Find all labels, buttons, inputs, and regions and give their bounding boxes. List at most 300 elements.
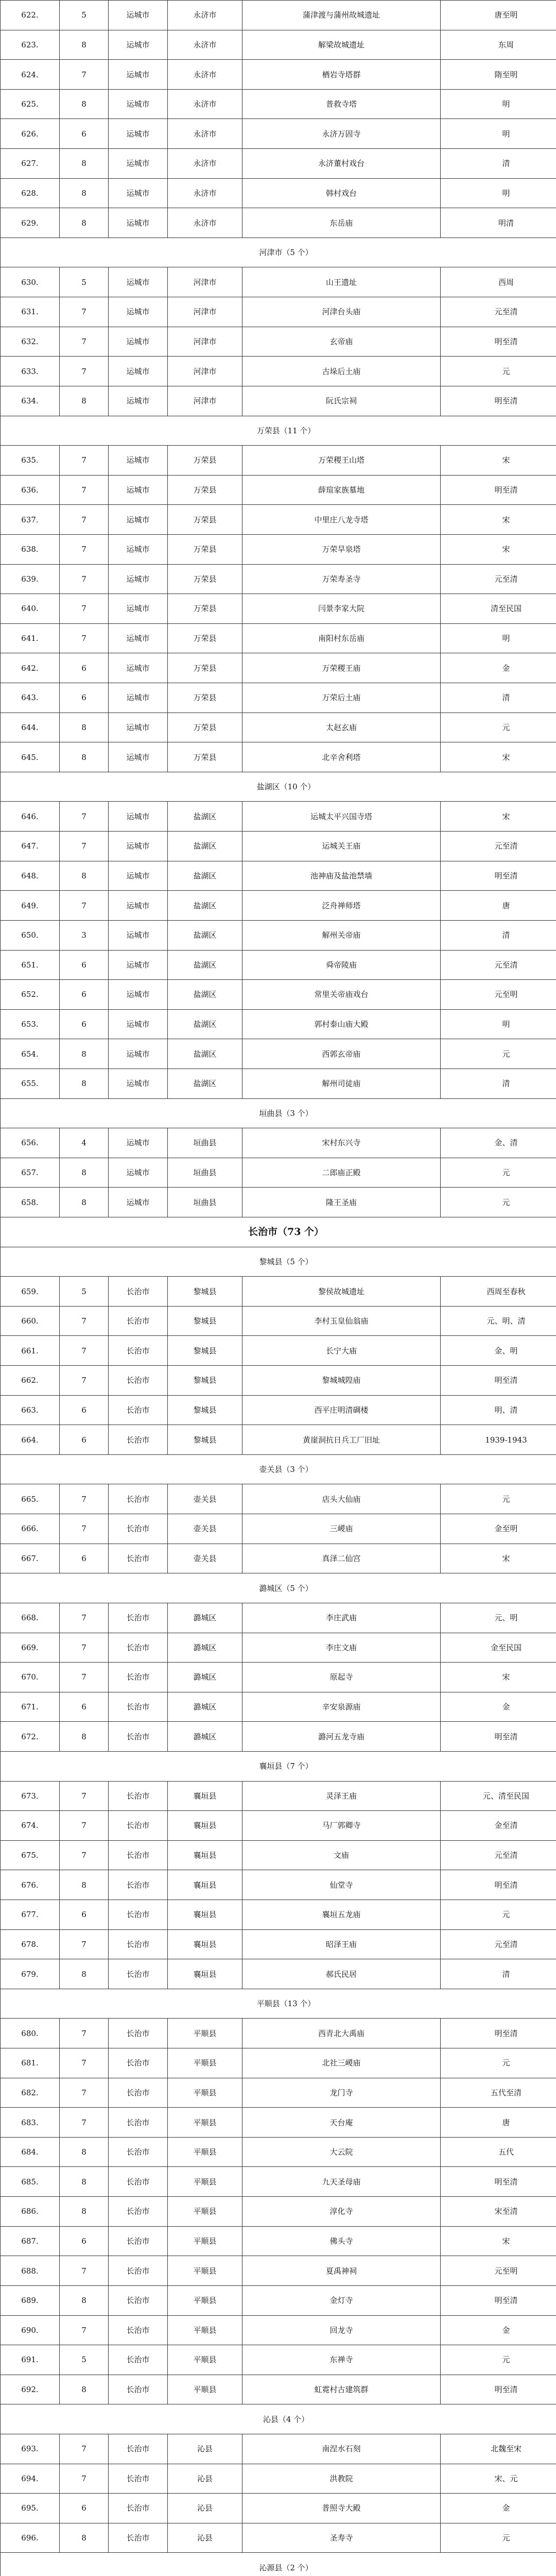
- site-name: 山王遗址: [242, 267, 441, 297]
- era-text: 清: [441, 683, 556, 713]
- era-text: 金至清: [441, 1811, 556, 1841]
- site-name: 李庄文庙: [242, 1633, 441, 1663]
- site-name: 中里庄八龙寺塔: [242, 505, 441, 535]
- county-name: 万荣县: [168, 742, 242, 772]
- era-text: 明清: [441, 208, 556, 238]
- era-text: 1939-1943: [441, 1425, 556, 1455]
- city-name: 长治市: [109, 2197, 168, 2227]
- section-header-row: [1, 2553, 556, 2576]
- section-header: 平顺县（13 个）: [1, 1989, 556, 2019]
- city-name: 运城市: [109, 623, 168, 653]
- county-name: 襄垣县: [168, 1959, 242, 1989]
- city-name: 长治市: [109, 1277, 168, 1307]
- city-name: 运城市: [109, 594, 168, 624]
- era-text: 明、清: [441, 1395, 556, 1425]
- table-row: [1, 1395, 556, 1425]
- county-name: 沁县: [168, 2494, 242, 2523]
- county-name: 襄垣县: [168, 1870, 242, 1900]
- row-number: 629.: [1, 208, 60, 238]
- era-text: 金、清: [441, 1128, 556, 1158]
- batch-number: 7: [60, 802, 109, 832]
- section-header-row: [1, 1454, 556, 1484]
- era-text: 元、明: [441, 1603, 556, 1633]
- county-name: 盐湖区: [168, 802, 242, 832]
- row-number: 672.: [1, 1722, 60, 1752]
- batch-number: 7: [60, 1781, 109, 1811]
- site-name: 南涅水石刻: [242, 2434, 441, 2464]
- batch-number: 6: [60, 1425, 109, 1455]
- batch-number: 7: [60, 1929, 109, 1959]
- row-number: 665.: [1, 1484, 60, 1514]
- county-name: 永济市: [168, 149, 242, 179]
- era-text: 清: [441, 1069, 556, 1098]
- site-name: 马厂郭卿寺: [242, 1811, 441, 1841]
- batch-number: 7: [60, 1336, 109, 1366]
- batch-number: 7: [60, 2256, 109, 2286]
- county-name: 平顺县: [168, 2167, 242, 2197]
- era-text: 隋至明: [441, 60, 556, 90]
- section-header-row: [1, 1098, 556, 1128]
- county-name: 盐湖区: [168, 1039, 242, 1069]
- era-text: 金: [441, 1692, 556, 1722]
- table-row: [1, 742, 556, 772]
- era-text: 唐: [441, 2108, 556, 2138]
- row-number: 674.: [1, 1811, 60, 1841]
- row-number: 649.: [1, 891, 60, 921]
- row-number: 670.: [1, 1663, 60, 1692]
- city-name: 运城市: [109, 891, 168, 921]
- county-name: 沁县: [168, 2434, 242, 2464]
- batch-number: 7: [60, 1663, 109, 1692]
- city-name: 长治市: [109, 1544, 168, 1573]
- batch-number: 8: [60, 1870, 109, 1900]
- row-number: 690.: [1, 2315, 60, 2345]
- row-number: 669.: [1, 1633, 60, 1663]
- era-text: 元: [441, 1900, 556, 1930]
- county-name: 黎城县: [168, 1425, 242, 1455]
- city-name: 运城市: [109, 1, 168, 30]
- section-header-row: [1, 772, 556, 802]
- row-number: 688.: [1, 2256, 60, 2286]
- city-name: 运城市: [109, 980, 168, 1010]
- batch-number: 7: [60, 1633, 109, 1663]
- city-name: 长治市: [109, 2464, 168, 2494]
- site-name: 二郎庙正殿: [242, 1158, 441, 1188]
- city-name: 长治市: [109, 1929, 168, 1959]
- site-name: 三嵕庙: [242, 1514, 441, 1544]
- city-name: 长治市: [109, 2078, 168, 2108]
- county-name: 襄垣县: [168, 1900, 242, 1930]
- batch-number: 8: [60, 2167, 109, 2197]
- table-row: [1, 2285, 556, 2315]
- batch-number: 7: [60, 2108, 109, 2138]
- table-row: [1, 1336, 556, 1366]
- table-row: [1, 297, 556, 327]
- row-number: 624.: [1, 60, 60, 90]
- county-name: 潞城区: [168, 1692, 242, 1722]
- era-text: 明至清: [441, 1722, 556, 1752]
- batch-number: 5: [60, 267, 109, 297]
- city-name: 运城市: [109, 861, 168, 891]
- era-text: 唐: [441, 891, 556, 921]
- city-name: 长治市: [109, 2523, 168, 2553]
- batch-number: 7: [60, 357, 109, 386]
- table-body: [1, 1, 556, 2576]
- row-number: 685.: [1, 2167, 60, 2197]
- row-number: 676.: [1, 1870, 60, 1900]
- row-number: 658.: [1, 1188, 60, 1217]
- row-number: 666.: [1, 1514, 60, 1544]
- row-number: 634.: [1, 386, 60, 416]
- era-text: 明至清: [441, 861, 556, 891]
- era-text: 明至清: [441, 1366, 556, 1396]
- era-text: 金至明: [441, 1514, 556, 1544]
- city-name: 运城市: [109, 475, 168, 505]
- table-row: [1, 2137, 556, 2167]
- era-text: 明至清: [441, 2167, 556, 2197]
- table-row: [1, 208, 556, 238]
- site-name: 佛头寺: [242, 2226, 441, 2256]
- city-name: 运城市: [109, 742, 168, 772]
- site-name: 李庄武庙: [242, 1603, 441, 1633]
- row-number: 652.: [1, 980, 60, 1010]
- table-row: [1, 653, 556, 683]
- row-number: 636.: [1, 475, 60, 505]
- row-number: 651.: [1, 950, 60, 980]
- city-name: 长治市: [109, 1603, 168, 1633]
- site-name: 万荣稷王山塔: [242, 446, 441, 476]
- county-name: 平顺县: [168, 2137, 242, 2167]
- era-text: 宋: [441, 1544, 556, 1573]
- table-row: [1, 534, 556, 564]
- county-name: 永济市: [168, 208, 242, 238]
- row-number: 642.: [1, 653, 60, 683]
- batch-number: 3: [60, 920, 109, 950]
- site-name: 宋村东兴寺: [242, 1128, 441, 1158]
- row-number: 632.: [1, 327, 60, 357]
- site-name: 普救寺塔: [242, 89, 441, 119]
- county-name: 万荣县: [168, 653, 242, 683]
- table-row: [1, 861, 556, 891]
- site-name: 长宁大庙: [242, 1336, 441, 1366]
- city-name: 长治市: [109, 2019, 168, 2048]
- table-row: [1, 327, 556, 357]
- row-number: 660.: [1, 1306, 60, 1336]
- era-text: 北魏至宋: [441, 2434, 556, 2464]
- row-number: 663.: [1, 1395, 60, 1425]
- site-name: 圣寿寺: [242, 2523, 441, 2553]
- county-name: 永济市: [168, 30, 242, 60]
- batch-number: 8: [60, 89, 109, 119]
- site-name: 闫景李家大院: [242, 594, 441, 624]
- row-number: 671.: [1, 1692, 60, 1722]
- site-name: 南阳村东岳庙: [242, 623, 441, 653]
- county-name: 盐湖区: [168, 1069, 242, 1098]
- row-number: 630.: [1, 267, 60, 297]
- batch-number: 7: [60, 891, 109, 921]
- batch-number: 8: [60, 742, 109, 772]
- site-name: 隆王圣庙: [242, 1188, 441, 1217]
- site-name: 真泽二仙宫: [242, 1544, 441, 1573]
- row-number: 645.: [1, 742, 60, 772]
- row-number: 644.: [1, 713, 60, 742]
- county-name: 河津市: [168, 267, 242, 297]
- batch-number: 7: [60, 1603, 109, 1633]
- row-number: 637.: [1, 505, 60, 535]
- county-name: 沁县: [168, 2523, 242, 2553]
- batch-number: 8: [60, 1722, 109, 1752]
- city-name: 长治市: [109, 2256, 168, 2286]
- county-name: 平顺县: [168, 2108, 242, 2138]
- city-name: 运城市: [109, 60, 168, 90]
- batch-number: 8: [60, 2523, 109, 2553]
- row-number: 641.: [1, 623, 60, 653]
- era-text: 元至清: [441, 1929, 556, 1959]
- batch-number: 8: [60, 1959, 109, 1989]
- site-name: 淳化寺: [242, 2197, 441, 2227]
- era-text: 宋: [441, 742, 556, 772]
- section-header: 沁源县（2 个）: [1, 2553, 556, 2576]
- city-name: 长治市: [109, 1663, 168, 1692]
- era-text: 元: [441, 2048, 556, 2078]
- row-number: 657.: [1, 1158, 60, 1188]
- city-name: 长治市: [109, 1336, 168, 1366]
- site-name: 北社三嵕庙: [242, 2048, 441, 2078]
- row-number: 628.: [1, 178, 60, 208]
- city-name: 长治市: [109, 1484, 168, 1514]
- row-number: 623.: [1, 30, 60, 60]
- batch-number: 7: [60, 446, 109, 476]
- table-row: [1, 1277, 556, 1307]
- era-text: 金: [441, 2315, 556, 2345]
- county-name: 平顺县: [168, 2315, 242, 2345]
- city-name: 长治市: [109, 1366, 168, 1396]
- row-number: 656.: [1, 1128, 60, 1158]
- city-name: 长治市: [109, 2285, 168, 2315]
- city-name: 长治市: [109, 1870, 168, 1900]
- batch-number: 7: [60, 60, 109, 90]
- table-row: [1, 1692, 556, 1722]
- county-name: 壶关县: [168, 1484, 242, 1514]
- county-name: 垣曲县: [168, 1188, 242, 1217]
- city-name: 运城市: [109, 832, 168, 861]
- county-name: 河津市: [168, 297, 242, 327]
- site-name: 玄帝庙: [242, 327, 441, 357]
- county-name: 黎城县: [168, 1306, 242, 1336]
- table-row: [1, 357, 556, 386]
- site-name: 永济董村戏台: [242, 149, 441, 179]
- city-name: 长治市: [109, 2494, 168, 2523]
- city-name: 运城市: [109, 208, 168, 238]
- county-name: 河津市: [168, 327, 242, 357]
- county-name: 盐湖区: [168, 832, 242, 861]
- county-name: 平顺县: [168, 2197, 242, 2227]
- table-row: [1, 505, 556, 535]
- county-name: 盐湖区: [168, 891, 242, 921]
- era-text: 元、清至民国: [441, 1781, 556, 1811]
- county-name: 平顺县: [168, 2078, 242, 2108]
- site-name: 薛瑄家族墓地: [242, 475, 441, 505]
- row-number: 675.: [1, 1840, 60, 1870]
- county-name: 万荣县: [168, 594, 242, 624]
- era-text: 清至民国: [441, 594, 556, 624]
- city-name: 长治市: [109, 1840, 168, 1870]
- table-row: [1, 2315, 556, 2345]
- county-name: 平顺县: [168, 2048, 242, 2078]
- county-name: 垣曲县: [168, 1158, 242, 1188]
- row-number: 683.: [1, 2108, 60, 2138]
- table-row: [1, 1069, 556, 1098]
- row-number: 646.: [1, 802, 60, 832]
- row-number: 648.: [1, 861, 60, 891]
- table-row: [1, 2494, 556, 2523]
- era-text: 金、明: [441, 1336, 556, 1366]
- county-name: 潞城区: [168, 1603, 242, 1633]
- county-name: 万荣县: [168, 505, 242, 535]
- city-name: 长治市: [109, 1781, 168, 1811]
- table-row: [1, 594, 556, 624]
- row-number: 638.: [1, 534, 60, 564]
- era-text: 东周: [441, 30, 556, 60]
- row-number: 679.: [1, 1959, 60, 1989]
- era-text: 西周: [441, 267, 556, 297]
- city-name: 长治市: [109, 1306, 168, 1336]
- table-row: [1, 2078, 556, 2108]
- era-text: 清: [441, 1959, 556, 1989]
- era-text: 西周至春秋: [441, 1277, 556, 1307]
- era-text: 明: [441, 178, 556, 208]
- era-text: 元: [441, 2523, 556, 2553]
- city-name: 运城市: [109, 534, 168, 564]
- section-header: 襄垣县（7 个）: [1, 1751, 556, 1781]
- county-name: 万荣县: [168, 623, 242, 653]
- batch-number: 7: [60, 327, 109, 357]
- era-text: 元、明、清: [441, 1306, 556, 1336]
- city-name: 运城市: [109, 564, 168, 594]
- table-row: [1, 30, 556, 60]
- section-header: 壶关县（3 个）: [1, 1454, 556, 1484]
- site-name: 运城关王庙: [242, 832, 441, 861]
- city-name: 长治市: [109, 2137, 168, 2167]
- city-name: 长治市: [109, 2345, 168, 2375]
- city-name: 长治市: [109, 2375, 168, 2404]
- table-row: [1, 2226, 556, 2256]
- era-text: 元: [441, 357, 556, 386]
- table-row: [1, 89, 556, 119]
- batch-number: 8: [60, 1188, 109, 1217]
- county-name: 壶关县: [168, 1514, 242, 1544]
- row-number: 631.: [1, 297, 60, 327]
- batch-number: 8: [60, 2375, 109, 2404]
- row-number: 639.: [1, 564, 60, 594]
- batch-number: 7: [60, 1514, 109, 1544]
- city-name: 运城市: [109, 1128, 168, 1158]
- site-name: 金灯寺: [242, 2285, 441, 2315]
- batch-number: 7: [60, 1484, 109, 1514]
- city-name: 运城市: [109, 1158, 168, 1188]
- row-number: 693.: [1, 2434, 60, 2464]
- table-row: [1, 1, 556, 30]
- batch-number: 8: [60, 2197, 109, 2227]
- batch-number: 6: [60, 2226, 109, 2256]
- county-name: 盐湖区: [168, 861, 242, 891]
- table-row: [1, 2197, 556, 2227]
- row-number: 659.: [1, 1277, 60, 1307]
- county-name: 黎城县: [168, 1336, 242, 1366]
- row-number: 655.: [1, 1069, 60, 1098]
- section-header-row: [1, 1751, 556, 1781]
- county-name: 永济市: [168, 178, 242, 208]
- city-name: 运城市: [109, 30, 168, 60]
- era-text: 元至清: [441, 1840, 556, 1870]
- site-name: 万荣寿圣寺: [242, 564, 441, 594]
- row-number: 686.: [1, 2197, 60, 2227]
- city-name: 运城市: [109, 386, 168, 416]
- city-name: 运城市: [109, 357, 168, 386]
- era-text: 五代至清: [441, 2078, 556, 2108]
- batch-number: 7: [60, 1840, 109, 1870]
- era-text: 清: [441, 149, 556, 179]
- batch-number: 7: [60, 2019, 109, 2048]
- era-text: 元: [441, 2345, 556, 2375]
- row-number: 696.: [1, 2523, 60, 2553]
- site-name: 韩村戏台: [242, 178, 441, 208]
- site-name: 解州关帝庙: [242, 920, 441, 950]
- county-name: 襄垣县: [168, 1811, 242, 1841]
- county-name: 盐湖区: [168, 920, 242, 950]
- county-name: 万荣县: [168, 713, 242, 742]
- row-number: 691.: [1, 2345, 60, 2375]
- table-row: [1, 950, 556, 980]
- site-name: 解梁故城遗址: [242, 30, 441, 60]
- site-name: 黄崖洞抗日兵工厂旧址: [242, 1425, 441, 1455]
- table-row: [1, 1840, 556, 1870]
- era-text: 元: [441, 1484, 556, 1514]
- city-name: 运城市: [109, 950, 168, 980]
- city-name: 运城市: [109, 178, 168, 208]
- site-name: 永济万固寺: [242, 119, 441, 149]
- row-number: 647.: [1, 832, 60, 861]
- batch-number: 7: [60, 564, 109, 594]
- city-name: 运城市: [109, 505, 168, 535]
- batch-number: 7: [60, 2464, 109, 2494]
- site-name: 阮氏宗祠: [242, 386, 441, 416]
- row-number: 654.: [1, 1039, 60, 1069]
- city-name: 运城市: [109, 89, 168, 119]
- era-text: 宋: [441, 505, 556, 535]
- site-name: 河津台头庙: [242, 297, 441, 327]
- table-row: [1, 386, 556, 416]
- site-name: 襄垣五龙庙: [242, 1900, 441, 1930]
- site-name: 虹霓村古建筑群: [242, 2375, 441, 2404]
- site-name: 黎城城隍庙: [242, 1366, 441, 1396]
- row-number: 626.: [1, 119, 60, 149]
- table-row: [1, 1514, 556, 1544]
- row-number: 640.: [1, 594, 60, 624]
- table-row: [1, 1959, 556, 1989]
- table-row: [1, 1366, 556, 1396]
- table-row: [1, 2048, 556, 2078]
- site-name: 黎侯故城遗址: [242, 1277, 441, 1307]
- section-header: 垣曲县（3 个）: [1, 1098, 556, 1128]
- batch-number: 7: [60, 297, 109, 327]
- county-name: 壶关县: [168, 1544, 242, 1573]
- county-name: 永济市: [168, 89, 242, 119]
- batch-number: 8: [60, 30, 109, 60]
- site-name: 舜帝陵庙: [242, 950, 441, 980]
- batch-number: 6: [60, 2494, 109, 2523]
- county-name: 万荣县: [168, 683, 242, 713]
